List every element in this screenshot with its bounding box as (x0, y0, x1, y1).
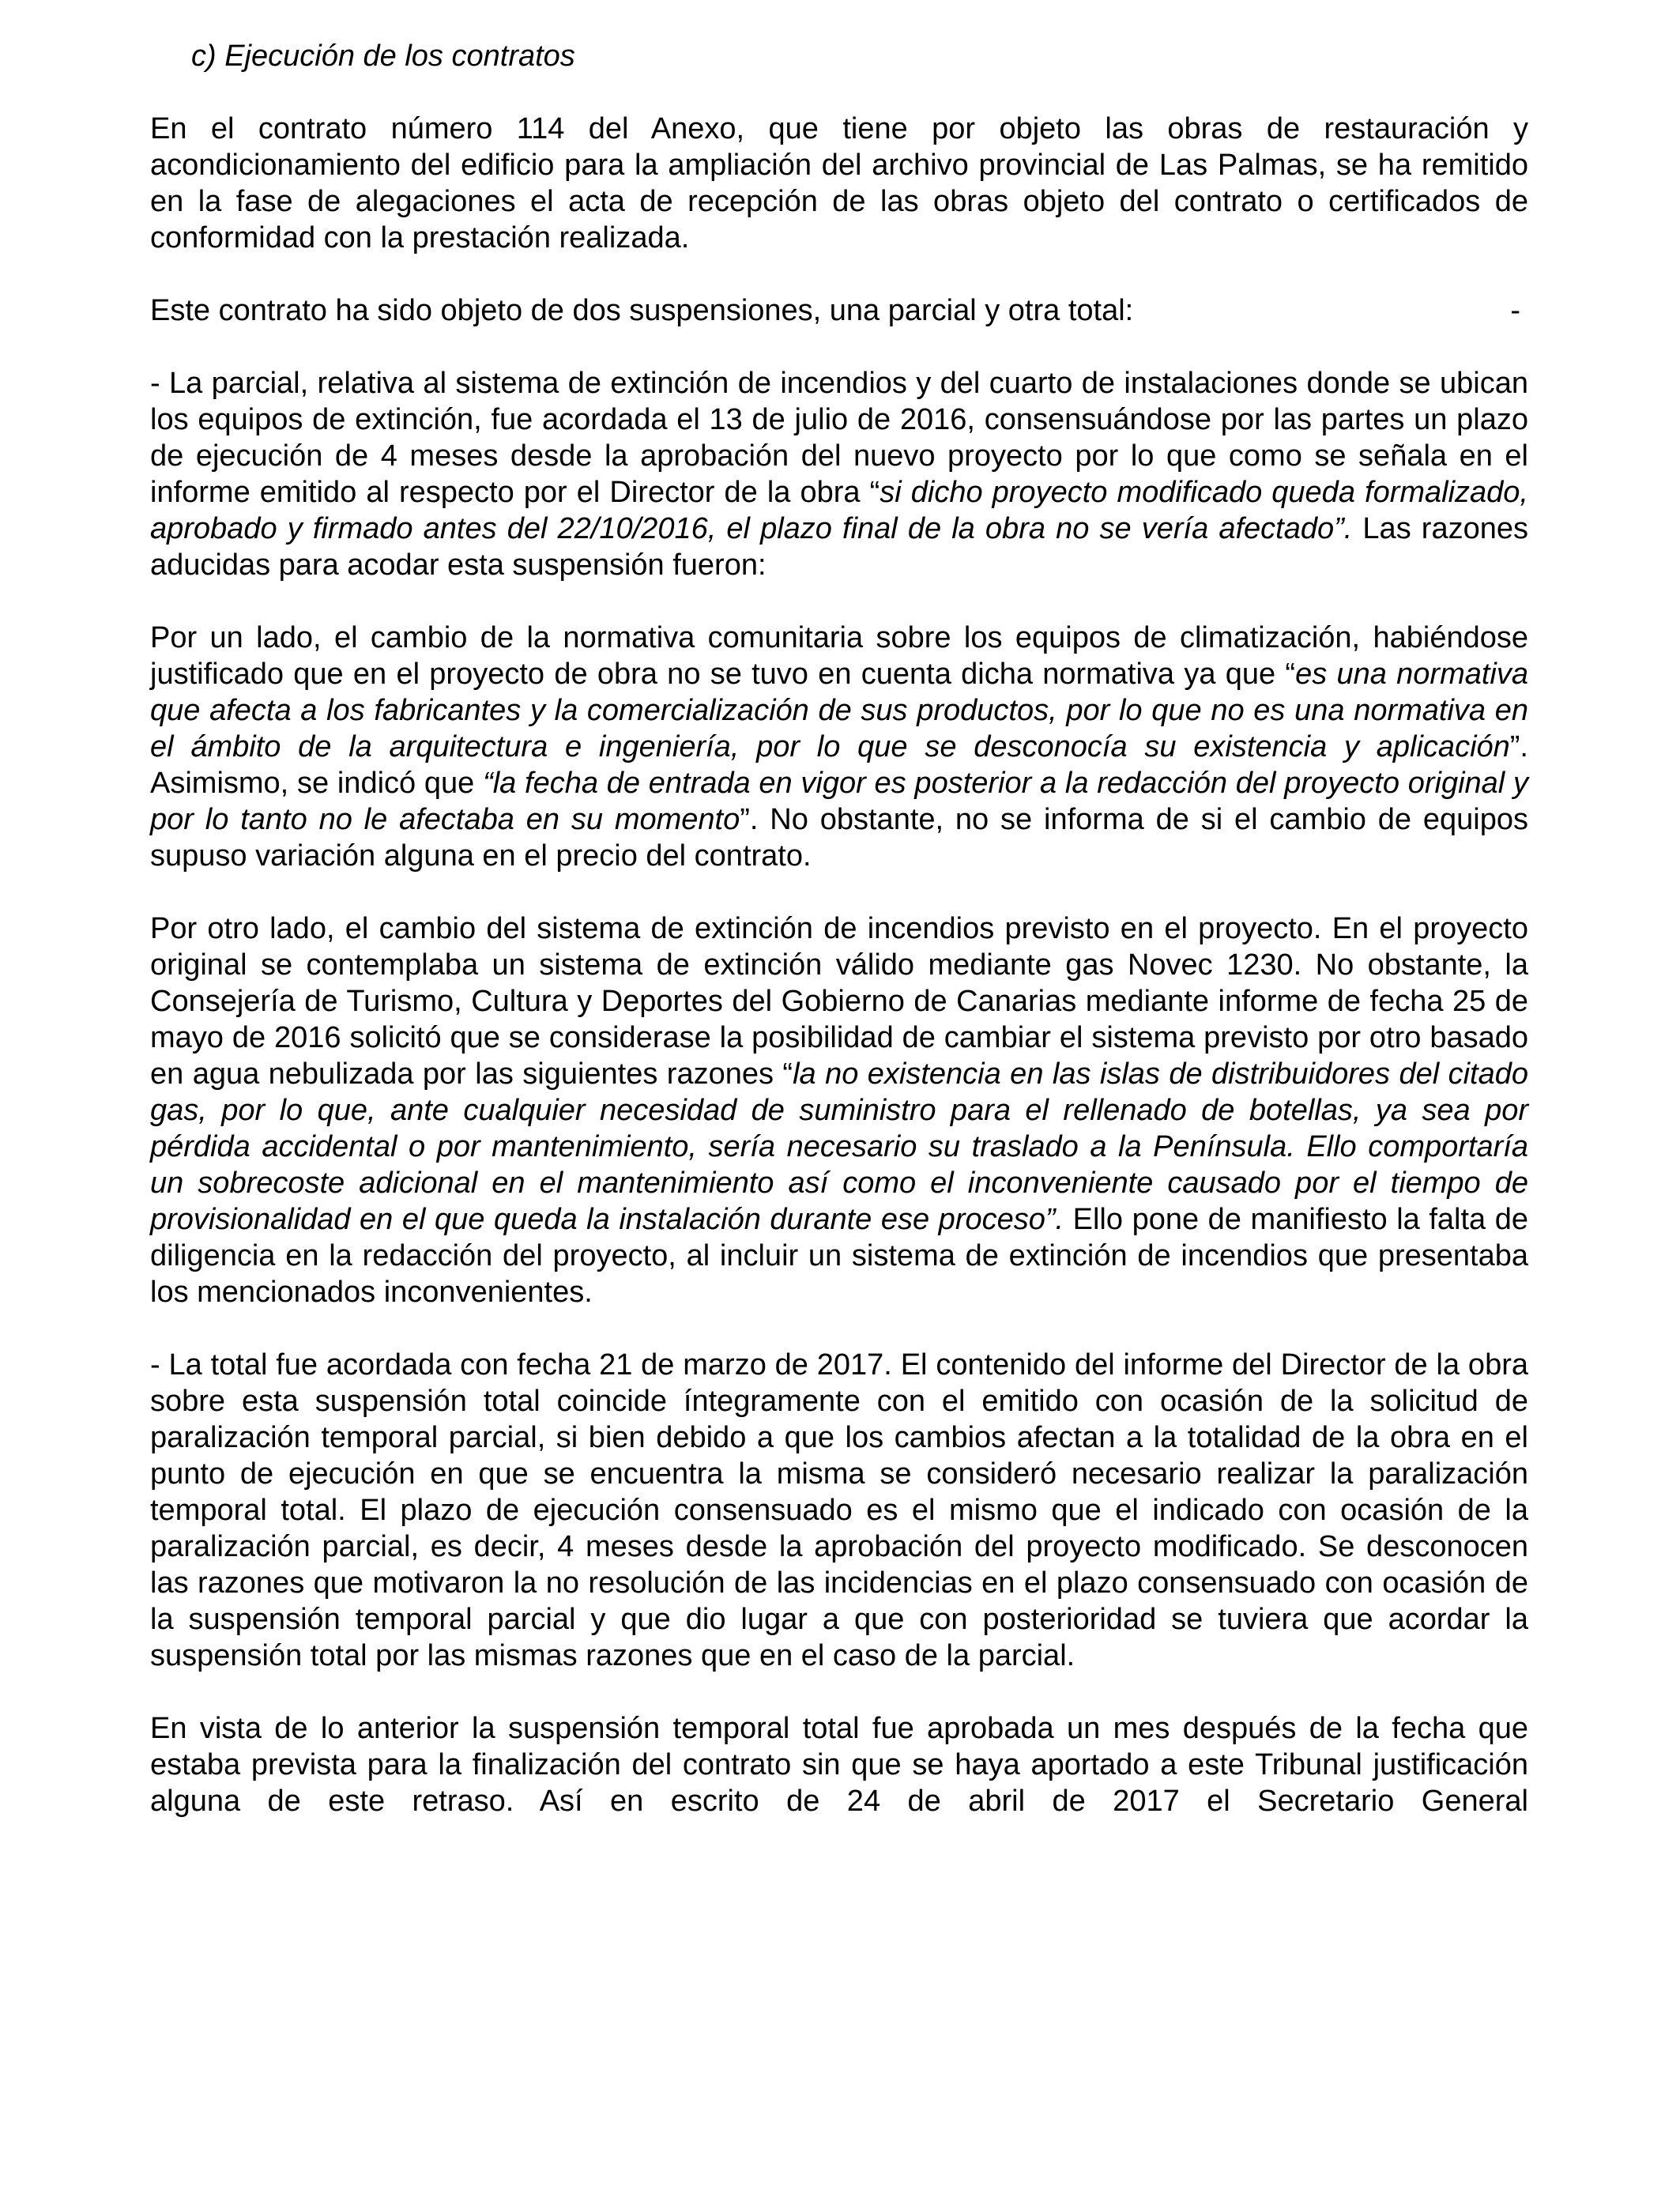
trailing-dash: - (1510, 294, 1520, 327)
paragraph-fire-system (150, 910, 1528, 1310)
fire-system-text: Por otro lado, el cambio del sistema de extinción de incendios previsto en el proyecto. En el proyecto original se contemplaba un sistema de extinción válido mediante gas Novec 1230. No obstante, la Consejería de Turismo, Cultura y Deportes del Gobierno de Canarias mediante informe de fecha 25 de mayo de 2016 solicitó que se considerase la posibilidad de cambiar el sistema previsto por otro basado en agua nebulizada por las siguientes razones “ (150, 912, 1528, 1091)
paragraph-total-suspension: - La total fue acordada con fecha 21 de marzo de 2017. El contenido del informe del Director de la obra sobre esta suspensión total coincide íntegramente con el emitido con ocasión de la solicitud de paralización temporal parcial, si bien debido a que los cambios afectan a la totalidad de la obra en el punto de ejecución en que se encuentra la misma se consideró necesario realizar la paralización temporal total. El plazo de ejecución consensuado es el mismo que el indicado con ocasión de la paralización parcial, es decir, 4 meses desde la aprobación del proyecto modificado. Se desconocen las razones que motivaron la no resolución de las incidencias en el plazo consensuado con ocasión de la suspensión temporal parcial y que dio lugar a que con posterioridad se tuviera que acordar la suspensión total por las mismas razones que en el caso de la parcial. (150, 1348, 1528, 1672)
paragraph-contract-114: En el contrato número 114 del Anexo, que tiene por objeto las obras de restauración y acondicionamiento del edificio para la ampliación del archivo provincial de Las Palmas, se ha remitido en la fase de alegaciones el acta de recepción de las obras objeto del contrato o certificados de conformidad con la prestación realizada. (150, 112, 1528, 254)
climate-text-1: Por un lado, el cambio de la normativa comunitaria sobre los equipos de climatización, habiéndose justificado que en el proyecto de obra no se tuvo en cuenta dicha normativa ya que “ (150, 621, 1528, 691)
climate-quote-2: “la fecha de entrada en vigor es posterior a la redacción del proyecto original y por lo tanto no le afectaba en su momento (150, 767, 1528, 836)
paragraph-suspensions-intro (150, 292, 1528, 329)
partial-suspension-quote: si dicho proyecto modificado queda formalizado, aprobado y firmado antes del 22/10/2016, el plazo final de la obra no se vería afectado”. (150, 476, 1528, 545)
suspensions-intro-text: Este contrato ha sido objeto de dos suspensiones, una parcial y otra total: (150, 294, 1134, 327)
paragraph-conclusion: En vista de lo anterior la suspensión temporal total fue aprobada un mes después de la fecha que estaba prevista para la finalización del contrato sin que se haya aportado a este Tribunal justificación alguna de este retraso. Así en escrito de 24 de abril de 2017 el Secretario General (150, 1712, 1528, 1818)
climate-quote-1: es una normativa que afecta a los fabricantes y la comercialización de sus productos, por lo que no es una normativa en el ámbito de la arquitectura e ingeniería, por lo que se desconocía su existencia y aplicación (150, 658, 1528, 763)
document-body (150, 38, 1528, 1819)
partial-suspension-text: - La parcial, relativa al sistema de extinción de incendios y del cuarto de instalaciones donde se ubican los equipos de extinción, fue acordada el 13 de julio de 2016, consensuándose por las partes un plazo de ejecución de 4 meses desde la aprobación del nuevo proyecto por lo que como se señala en el informe emitido al respecto por el Director de la obra “ (150, 367, 1528, 509)
fire-system-conclusion: Ello pone de manifiesto la falta de diligencia en la redacción del proyecto, al incluir un sistema de extinción de incendios que presentaba los mencionados inconvenientes. (150, 1203, 1529, 1309)
paragraph-climate-regulation (150, 620, 1528, 874)
fire-system-quote: la no existencia en las islas de distribuidores del citado gas, por lo que, ante cualquier necesidad de suministro para el rellenado de botellas, ya sea por pérdida accidental o por mantenimiento, sería necesario su traslado a la Península. Ello comportaría un sobrecoste adicional en el mantenimiento así como el inconveniente causado por el tiempo de provisionalidad en el que queda la instalación durante ese proceso”. (150, 1057, 1528, 1236)
partial-suspension-reasons: Las razones aducidas para acodar esta suspensión fueron: (150, 512, 1528, 582)
paragraph-partial-suspension (150, 365, 1528, 583)
climate-text-2: ”. Asimismo, se indicó que (150, 730, 1528, 800)
section-heading: c) Ejecución de los contratos (191, 40, 575, 73)
climate-text-3: ”. No obstante, no se informa de si el cambio de equipos supuso variación alguna en el precio del contrato. (150, 803, 1528, 873)
